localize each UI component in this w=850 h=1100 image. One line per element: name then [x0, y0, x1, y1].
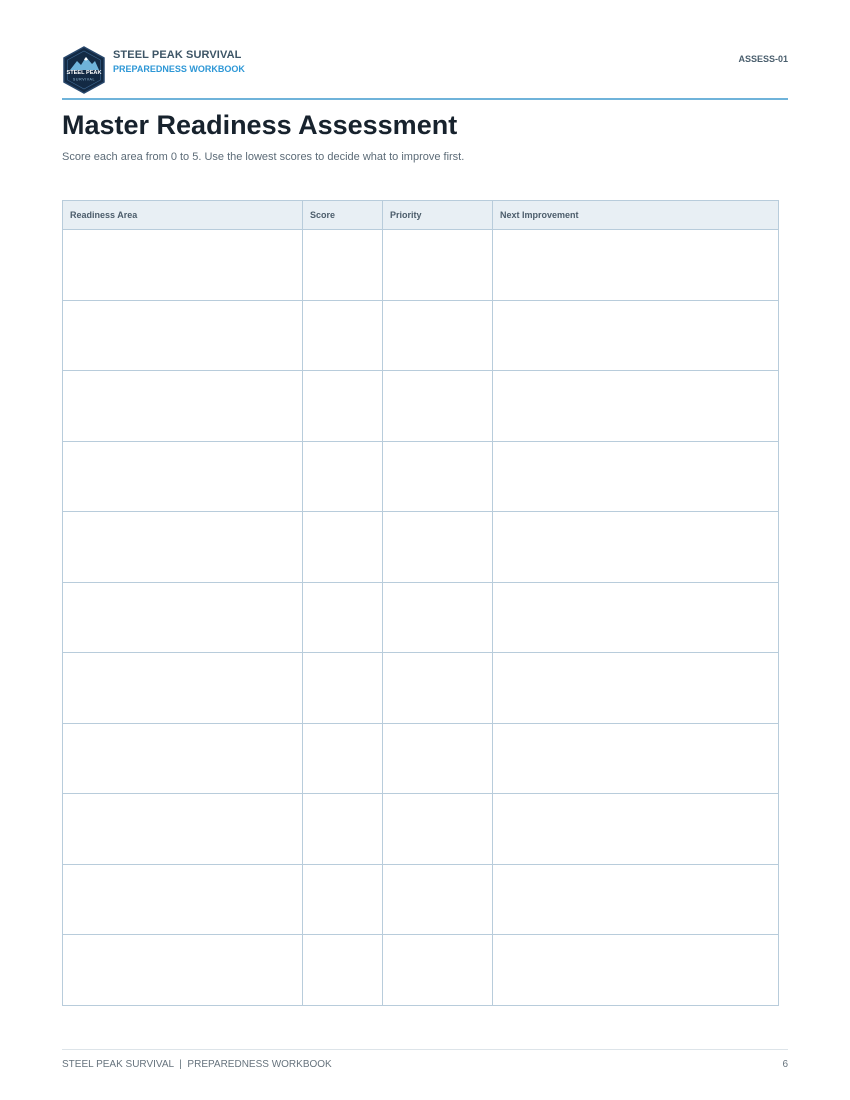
page-footer: [62, 1049, 788, 1070]
table-row: [63, 300, 779, 371]
priority-cell[interactable]: [383, 300, 493, 371]
next-improvement-cell[interactable]: [493, 723, 779, 794]
score-cell[interactable]: [303, 935, 383, 1006]
next-improvement-cell[interactable]: [493, 864, 779, 935]
table-row: [63, 935, 779, 1006]
next-improvement-cell[interactable]: [493, 582, 779, 653]
priority-cell[interactable]: [383, 935, 493, 1006]
readiness-area-cell[interactable]: [63, 230, 303, 301]
priority-cell[interactable]: [383, 864, 493, 935]
readiness-area-cell[interactable]: [63, 300, 303, 371]
readiness-area-cell[interactable]: [63, 935, 303, 1006]
next-improvement-cell[interactable]: [493, 794, 779, 865]
brand-name: STEEL PEAK SURVIVAL: [113, 49, 242, 61]
logo-text-bottom: SURVIVAL: [72, 77, 96, 82]
next-improvement-cell[interactable]: [493, 371, 779, 442]
readiness-area-cell[interactable]: [63, 723, 303, 794]
readiness-area-cell[interactable]: [63, 864, 303, 935]
column-header-score: Score: [303, 201, 383, 230]
priority-cell[interactable]: [383, 723, 493, 794]
page-subtitle: Score each area from 0 to 5. Use the lowest scores to decide what to improve first.: [62, 151, 465, 163]
priority-cell[interactable]: [383, 512, 493, 583]
readiness-area-cell[interactable]: [63, 653, 303, 724]
table-header-row: [63, 201, 779, 230]
table-row: [63, 582, 779, 653]
next-improvement-cell[interactable]: [493, 935, 779, 1006]
brand-subtitle: PREPAREDNESS WORKBOOK: [113, 64, 245, 74]
table-row: [63, 230, 779, 301]
score-cell[interactable]: [303, 864, 383, 935]
score-cell[interactable]: [303, 300, 383, 371]
page-number: 6: [782, 1059, 788, 1070]
page-title: Master Readiness Assessment: [62, 110, 458, 140]
table-row: [63, 723, 779, 794]
priority-cell[interactable]: [383, 441, 493, 512]
next-improvement-cell[interactable]: [493, 512, 779, 583]
document-code: ASSESS-01: [738, 54, 788, 64]
column-header-readiness-area: Readiness Area: [63, 201, 303, 230]
priority-cell[interactable]: [383, 230, 493, 301]
column-header-next-improvement: Next Improvement: [493, 201, 779, 230]
table-row: [63, 512, 779, 583]
score-cell[interactable]: [303, 582, 383, 653]
page-header: [62, 44, 788, 100]
score-cell[interactable]: [303, 230, 383, 301]
table-row: [63, 371, 779, 442]
readiness-area-cell[interactable]: [63, 441, 303, 512]
priority-cell[interactable]: [383, 653, 493, 724]
table-row: [63, 441, 779, 512]
next-improvement-cell[interactable]: [493, 300, 779, 371]
priority-cell[interactable]: [383, 794, 493, 865]
next-improvement-cell[interactable]: [493, 441, 779, 512]
score-cell[interactable]: [303, 512, 383, 583]
next-improvement-cell[interactable]: [493, 653, 779, 724]
score-cell[interactable]: [303, 441, 383, 512]
column-header-priority: Priority: [383, 201, 493, 230]
readiness-assessment-table: [62, 200, 779, 1006]
priority-cell[interactable]: [383, 582, 493, 653]
score-cell[interactable]: [303, 723, 383, 794]
table-row: [63, 864, 779, 935]
logo-text-top: STEEL PEAK: [66, 70, 102, 76]
readiness-area-cell[interactable]: [63, 371, 303, 442]
priority-cell[interactable]: [383, 371, 493, 442]
readiness-area-cell[interactable]: [63, 794, 303, 865]
score-cell[interactable]: [303, 371, 383, 442]
score-cell[interactable]: [303, 653, 383, 724]
table-row: [63, 653, 779, 724]
footer-text: STEEL PEAK SURVIVAL | PREPAREDNESS WORKBOOK: [62, 1059, 332, 1070]
readiness-area-cell[interactable]: [63, 512, 303, 583]
mountain-badge-logo: [62, 46, 106, 94]
score-cell[interactable]: [303, 794, 383, 865]
next-improvement-cell[interactable]: [493, 230, 779, 301]
table-row: [63, 794, 779, 865]
readiness-area-cell[interactable]: [63, 582, 303, 653]
